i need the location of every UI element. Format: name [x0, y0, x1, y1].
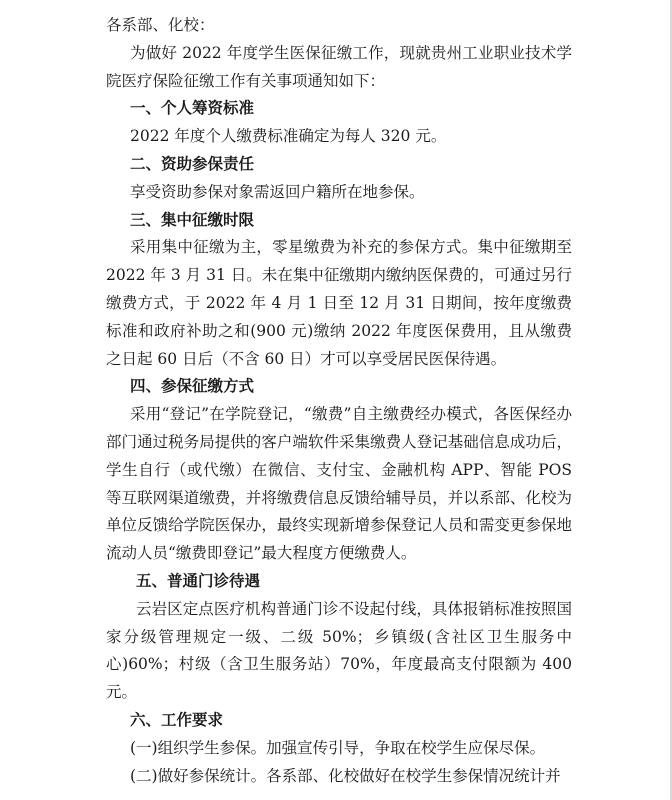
section-3-paragraph: 采用集中征缴为主，零星缴费为补充的参保方式。集中征缴期至 2022 年 3 月 31 日。未在集中征缴期内缴纳医保费的，可通过另行缴费方式，于 2022 年 4 月 1 日至 12 月 31 日期间，按年度缴费标准和政府补助之和(900 元)缴纳 2022 年度医保费用，且从缴费之日起 60 日后（不含 60 日）才可以享受居民医保待遇。 — [106, 238, 572, 368]
section-heading-4: 四、参保征缴方式 — [130, 377, 255, 396]
section-1-paragraph: 2022 年度个人缴费标准确定为每人 320 元。 — [130, 127, 447, 146]
section-heading-6: 六、工作要求 — [130, 710, 224, 729]
section-5-paragraph: 云岩区定点医疗机构普通门诊不设起付线，具体报销标准按照国家分级管理规定一级、二级 50%；乡镇级(含社区卫生服务中心)60%；村级（含卫生服务站）70%，年度最高支付限额为 400 元。 — [106, 599, 572, 702]
intro-paragraph: 为做好 2022 年度学生医保征缴工作，现就贵州工业职业技术学院医疗保险征缴工作有关事项通知如下： — [106, 43, 572, 90]
section-2-paragraph: 享受资助参保对象需返回户籍所在地参保。 — [130, 182, 425, 201]
section-heading-2: 二、资助参保责任 — [130, 154, 255, 173]
section-heading-1: 一、个人筹资标准 — [130, 99, 255, 118]
section-heading-5: 五、普通门诊待遇 — [136, 571, 261, 590]
section-heading-3: 三、集中征缴时限 — [130, 210, 255, 229]
section-6-paragraph-2: (二)做好参保统计。各系部、化校做好在校学生参保情况统计并 — [130, 766, 561, 785]
salutation: 各系部、化校： — [106, 16, 215, 34]
section-6-paragraph-1: (一)组织学生参保。加强宣传引导，争取在校学生应保尽保。 — [130, 738, 546, 757]
section-4-paragraph: 采用“登记”在学院登记，“缴费”自主缴费经办模式，各医保经办部门通过税务局提供的客户端软件采集缴费人登记基础信息成功后，学生自行（或代缴）在微信、支付宝、金融机构 APP、智能 POS 等互联网渠道缴费，并将缴费信息反馈给辅导员，并以系部、化校为单位反馈给学院医保办，最终实现新增参保登记人员和需变更参保地流动人员“缴费即登记”最大程度方便缴费人。 — [106, 405, 572, 563]
